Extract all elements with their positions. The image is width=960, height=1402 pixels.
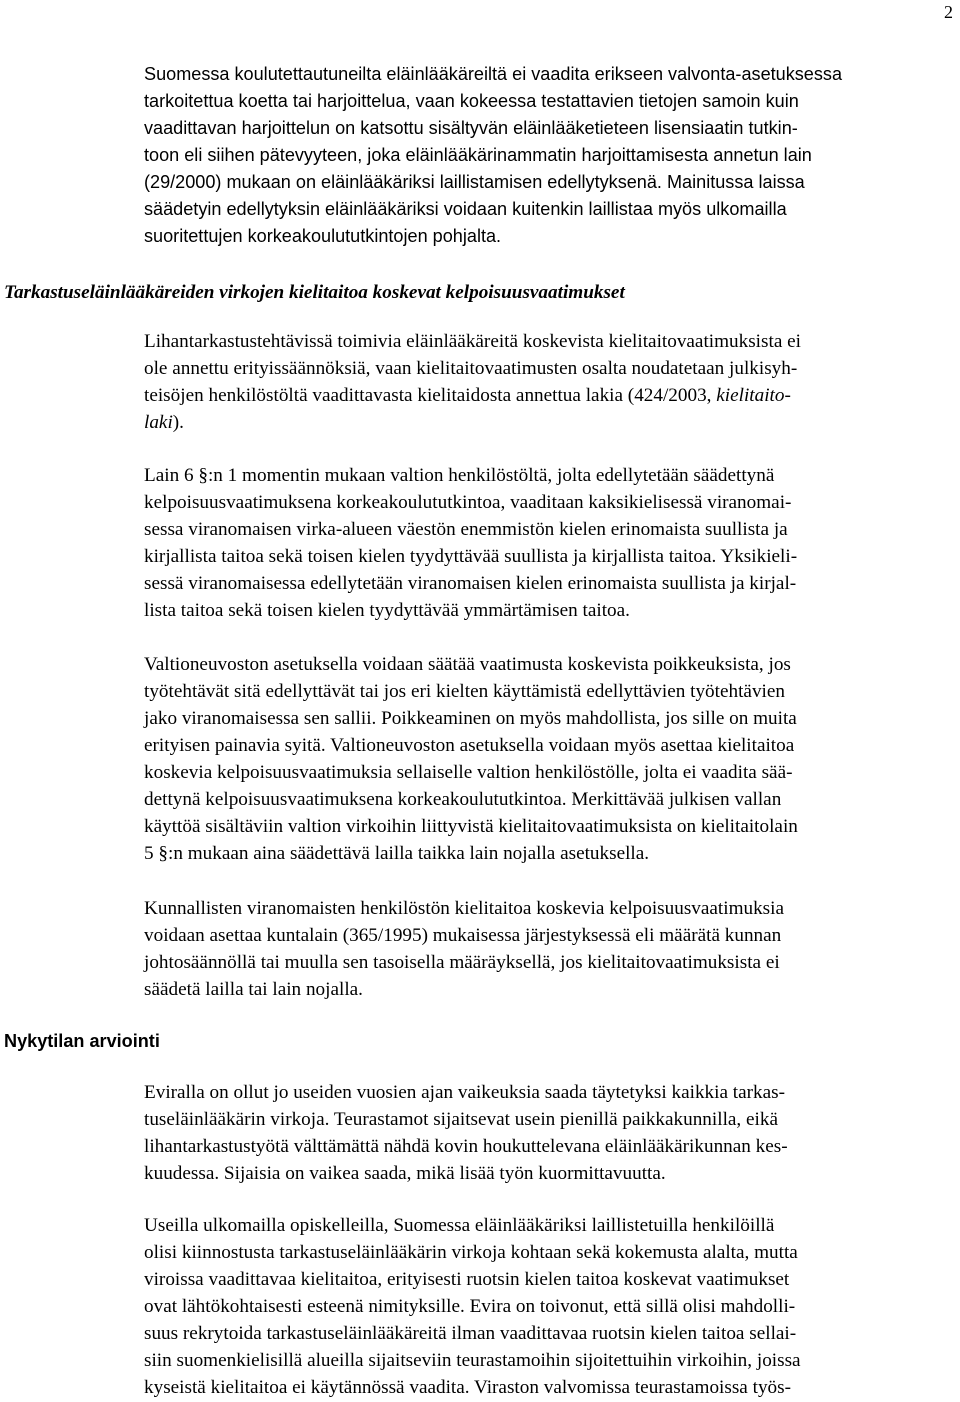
text-line: koskevia kelpoisuusvaatimuksia sellaiselle valtion henkilöstölle, jolta ei vaadita sää- [144, 762, 793, 783]
text-line: ovat lähtökohtaisesti esteenä nimityksille. Evira on toivonut, että sillä olisi mahdolli- [144, 1296, 796, 1317]
paragraph-municipal-authorities [144, 895, 959, 1003]
text-line: dettynä kelpoisuusvaatimuksena korkeakoulututkintoa. Merkittävää julkisen vallan [144, 789, 782, 810]
text-line: erityisen painavia syitä. Valtioneuvoston asetuksella voidaan myös asettaa kielitaitoa [144, 735, 795, 756]
section-heading: Tarkastuseläinlääkäreiden virkojen kielitaitoa koskevat kelpoisuusvaatimukset [4, 282, 625, 303]
text-line: säädetä lailla tai lain nojalla. [144, 979, 363, 1000]
text-segment: teisöjen henkilöstöltä vaadittavasta kielitaidosta annettua lakia (424/2003, [144, 385, 717, 406]
text-line: siin suomenkielisillä alueilla sijaitseviin teurastamoihin sijoitettuihin virkoihin, joissa [144, 1350, 801, 1371]
text-line [144, 409, 959, 436]
text-line: sessa viranomaisen virka-alueen väestön enemmistön kielen erinomaista suullista ja [144, 519, 788, 540]
paragraph-foreign-trained [144, 1212, 959, 1401]
text-line: säädetyin edellytyksin eläinlääkäriksi voidaan kuitenkin laillistaa myös ulkomailla [144, 199, 787, 219]
text-line: lihantarkastustyötä välttämättä nähdä kovin houkuttelevana eläinlääkärikunnan kes- [144, 1136, 788, 1157]
text-line: Suomessa koulutettautuneilta eläinlääkäreiltä ei vaadita erikseen valvonta-asetuksessa [144, 64, 843, 84]
text-line: vaadittavan harjoittelun on katsottu sisältyvän eläinlääketieteen lisensiaatin tutkin- [144, 118, 798, 138]
paragraph-government-decree [144, 651, 959, 867]
text-line: tarkoitettua koetta tai harjoittelua, vaan kokeessa testattavien tietojen samoin kuin [144, 91, 799, 111]
text-line: Useilla ulkomailla opiskelleilla, Suomessa eläinlääkäriksi laillistetuilla henkilöillä [144, 1215, 775, 1236]
text-line: viroissa vaadittavaa kielitaitoa, erityisesti ruotsin kielen taitoa koskevat vaatimukset [144, 1269, 790, 1290]
intro-paragraph [144, 61, 959, 250]
italic-term: kielitaito- [716, 385, 791, 406]
text-line: kuudessa. Sijaisia on vaikea saada, mikä lisää työn kuormittavuutta. [144, 1163, 666, 1184]
text-line: (29/2000) mukaan on eläinlääkäriksi laillistamisen edellytyksenä. Mainitussa laissa [144, 172, 805, 192]
text-line: käyttöä sisältäviin valtion virkoihin liittyvistä kielitaitovaatimuksista on kielitaitolain [144, 816, 798, 837]
text-line: johtosäännöllä tai muulla sen tasoisella määräyksellä, jos kielitaitovaatimuksista ei [144, 952, 780, 973]
text-line: Eviralla on ollut jo useiden vuosien ajan vaikeuksia saada täytetyksi kaikkia tarkas- [144, 1082, 785, 1103]
text-line: Lihantarkastustehtävissä toimivia eläinlääkäreitä koskevista kielitaitovaatimuksista ei [144, 331, 801, 352]
paragraph-law-section-6 [144, 462, 959, 624]
text-line: Valtioneuvoston asetuksella voidaan säätää vaatimusta koskevista poikkeuksista, jos [144, 654, 791, 675]
text-line: olisi kiinnostusta tarkastuseläinlääkärin virkoja kohtaan sekä kokemusta alalta, mutta [144, 1242, 798, 1263]
text-segment: ). [172, 412, 184, 433]
text-line: kirjallista taitoa sekä toisen kielen tyydyttävää suullista ja kirjallista taitoa. Yksikieli- [144, 546, 798, 567]
text-line: jako viranomaisessa sen sallii. Poikkeaminen on myös mahdollista, jos sille on muita [144, 708, 797, 729]
paragraph-vacancy-difficulties [144, 1079, 959, 1187]
text-line: 5 §:n mukaan aina säädettävä lailla taikka lain nojalla asetuksella. [144, 843, 650, 864]
text-line: Lain 6 §:n 1 momentin mukaan valtion henkilöstöltä, jolta edellytetään säädettynä [144, 465, 775, 486]
text-line: tuseläinlääkärin virkoja. Teurastamot sijaitsevat usein pienillä paikkakunnilla, eikä [144, 1109, 778, 1130]
text-line: suus rekrytoida tarkastuseläinlääkäreitä ilman vaadittavaa ruotsin kielen taitoa sellai- [144, 1323, 797, 1344]
italic-term: laki [144, 412, 173, 433]
paragraph-language-requirements [144, 328, 959, 436]
text-line: suoritettujen korkeakoulututkintojen pohjalta. [144, 226, 502, 246]
text-line: kyseistä kielitaitoa ei käytännössä vaadita. Viraston valvomissa teurastamoissa työs- [144, 1377, 791, 1398]
text-line: Kunnallisten viranomaisten henkilöstön kielitaitoa koskevia kelpoisuusvaatimuksia [144, 898, 784, 919]
text-line: toon eli siihen pätevyyteen, joka eläinlääkärinammatin harjoittamisesta annetun lain [144, 145, 812, 165]
text-line: voidaan asettaa kuntalain (365/1995) mukaisessa järjestyksessä eli määrätä kunnan [144, 925, 782, 946]
text-line: sessä viranomaisessa edellytetään viranomaisen kielen erinomaista suullista ja kirjal- [144, 573, 797, 594]
text-line [144, 382, 959, 409]
page-number: 2 [944, 2, 953, 22]
text-line: ole annettu erityissäännöksiä, vaan kielitaitovaatimusten osalta noudatetaan julkisyh- [144, 358, 798, 379]
text-line: lista taitoa sekä toisen kielen tyydyttävää ymmärtämisen taitoa. [144, 600, 630, 621]
text-line: työtehtävät sitä edellyttävät tai jos eri kielten käyttämistä edellyttävien työtehtävien [144, 681, 785, 702]
side-heading: Nykytilan arviointi [4, 1031, 160, 1051]
text-line: kelpoisuusvaatimuksena korkeakoulututkintoa, vaaditaan kaksikielisessä viranomai- [144, 492, 792, 513]
